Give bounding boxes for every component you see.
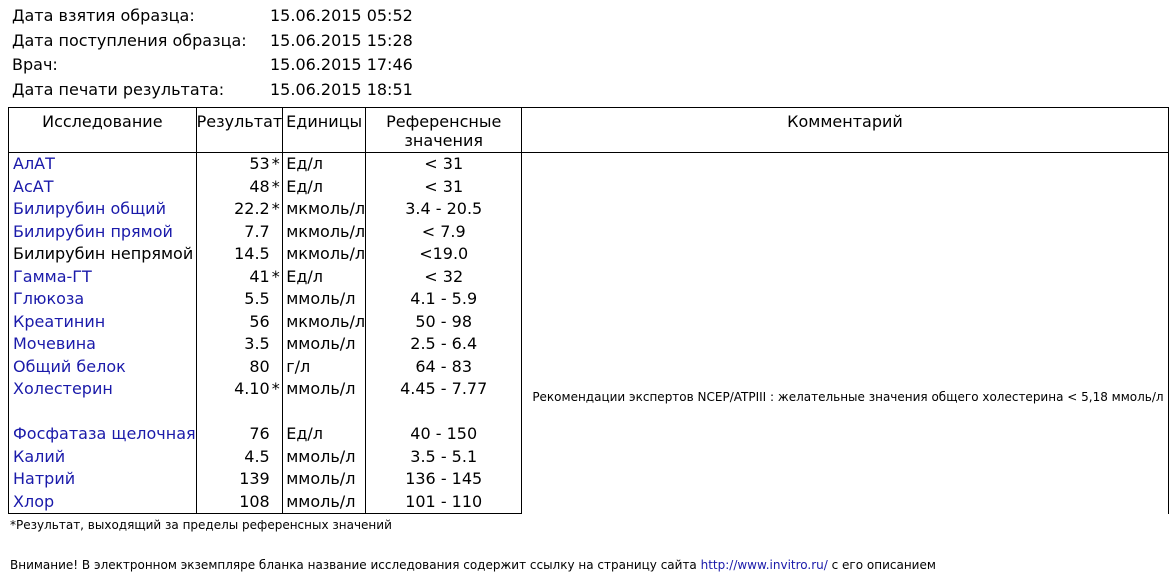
study-name-cell[interactable] xyxy=(9,333,197,356)
out-of-range-flag xyxy=(272,356,283,379)
units-value: Ед/л xyxy=(283,423,366,446)
study-link[interactable]: Креатинин xyxy=(13,311,106,331)
print-date-label: Дата печати результата: xyxy=(12,80,225,99)
warning-text-before: Внимание! В электронном экземпляре бланка название исследования содержит ссылку на страницу сайта xyxy=(10,558,701,572)
table-header xyxy=(9,108,1169,153)
result-value: 139 xyxy=(196,468,272,491)
study-link[interactable]: АлАТ xyxy=(13,154,55,174)
study-name-cell[interactable] xyxy=(9,311,197,334)
out-of-range-flag xyxy=(272,221,283,244)
reference-range: 4.45 - 7.77 xyxy=(366,378,522,423)
study-name-cell[interactable] xyxy=(9,491,197,514)
reference-range: 40 - 150 xyxy=(366,423,522,446)
study-link[interactable]: Гамма-ГТ xyxy=(13,266,92,286)
study-name-cell xyxy=(9,243,197,266)
comment-column xyxy=(522,153,1168,514)
reference-range: 4.1 - 5.9 xyxy=(366,288,522,311)
out-of-range-flag: * xyxy=(272,176,283,199)
units-value: Ед/л xyxy=(283,266,366,289)
out-of-range-flag: * xyxy=(272,198,283,221)
study-link[interactable]: Хлор xyxy=(13,491,55,511)
result-value: 5.5 xyxy=(196,288,272,311)
out-of-range-flag: * xyxy=(272,378,283,423)
study-name-cell[interactable] xyxy=(9,153,197,176)
header-units: Единицы xyxy=(283,108,366,153)
results-table xyxy=(8,107,1169,514)
reference-range: 101 - 110 xyxy=(366,491,522,514)
units-value: ммоль/л xyxy=(283,378,366,423)
units-value: мкмоль/л xyxy=(283,198,366,221)
out-of-range-flag xyxy=(272,491,283,514)
result-value: 48 xyxy=(196,176,272,199)
cholesterol-comment: Рекомендации экспертов NCEP/ATPIII : желательные значения общего холестерина < 5,18 ммоль/л xyxy=(532,390,1164,404)
print-date-value: 15.06.2015 18:51 xyxy=(270,80,413,99)
header-reference: Референсные значения xyxy=(366,108,522,153)
sample-taken-value: 15.06.2015 05:52 xyxy=(270,6,413,25)
sample-received-value: 15.06.2015 15:28 xyxy=(270,31,413,50)
warning-text-after: с его описанием xyxy=(827,558,936,572)
study-name-cell[interactable] xyxy=(9,266,197,289)
out-of-range-flag: * xyxy=(272,153,283,176)
reference-range: < 31 xyxy=(366,153,522,176)
reference-range: < 31 xyxy=(366,176,522,199)
study-name: Билирубин непрямой xyxy=(13,244,194,264)
out-of-range-flag xyxy=(272,288,283,311)
study-link[interactable]: Мочевина xyxy=(13,334,96,354)
doctor-label: Врач: xyxy=(12,55,58,74)
result-value: 14.5 xyxy=(196,243,272,266)
units-value: ммоль/л xyxy=(283,468,366,491)
out-of-range-flag xyxy=(272,446,283,469)
study-name-cell[interactable] xyxy=(9,176,197,199)
out-of-range-flag xyxy=(272,468,283,491)
reference-range: 64 - 83 xyxy=(366,356,522,379)
out-of-range-flag: * xyxy=(272,266,283,289)
doctor-value: 15.06.2015 17:46 xyxy=(270,55,413,74)
out-of-range-flag xyxy=(272,311,283,334)
result-value: 7.7 xyxy=(196,221,272,244)
reference-range: 50 - 98 xyxy=(366,311,522,334)
reference-range: < 7.9 xyxy=(366,221,522,244)
result-value: 108 xyxy=(196,491,272,514)
result-value: 3.5 xyxy=(196,333,272,356)
result-value: 80 xyxy=(196,356,272,379)
invitro-link[interactable]: http://www.invitro.ru/ xyxy=(700,558,828,572)
units-value: Ед/л xyxy=(283,176,366,199)
out-of-range-flag xyxy=(272,243,283,266)
sample-taken-label: Дата взятия образца: xyxy=(12,6,195,25)
result-value: 56 xyxy=(196,311,272,334)
study-name-cell[interactable] xyxy=(9,356,197,379)
out-of-range-flag xyxy=(272,333,283,356)
table-row xyxy=(9,153,1169,176)
study-link[interactable]: Билирубин общий xyxy=(13,199,166,219)
units-value: г/л xyxy=(283,356,366,379)
electronic-copy-warning xyxy=(10,558,936,572)
result-value: 4.10 xyxy=(196,378,272,423)
reference-range: 136 - 145 xyxy=(366,468,522,491)
out-of-range-note: *Результат, выходящий за пределы референсных значений xyxy=(10,518,392,532)
header-comment: Комментарий xyxy=(522,108,1168,153)
study-name-cell[interactable] xyxy=(9,446,197,469)
study-name-cell[interactable] xyxy=(9,378,197,423)
units-value: мкмоль/л xyxy=(283,311,366,334)
study-name-cell[interactable] xyxy=(9,468,197,491)
study-name-cell[interactable] xyxy=(9,288,197,311)
units-value: мкмоль/л xyxy=(283,221,366,244)
units-value: ммоль/л xyxy=(283,288,366,311)
reference-range: 2.5 - 6.4 xyxy=(366,333,522,356)
study-name-cell[interactable] xyxy=(9,221,197,244)
header-result: Результат xyxy=(196,108,283,153)
result-value: 22.2 xyxy=(196,198,272,221)
result-value: 53 xyxy=(196,153,272,176)
study-link[interactable]: Общий белок xyxy=(13,356,126,376)
study-name-cell[interactable] xyxy=(9,423,197,446)
units-value: ммоль/л xyxy=(283,333,366,356)
study-link[interactable]: Фосфатаза щелочная xyxy=(13,424,196,444)
header-study: Исследование xyxy=(9,108,197,153)
comment-spacer xyxy=(532,153,1163,386)
result-value: 4.5 xyxy=(196,446,272,469)
units-value: ммоль/л xyxy=(283,491,366,514)
result-value: 41 xyxy=(196,266,272,289)
reference-range: < 32 xyxy=(366,266,522,289)
reference-range: 3.4 - 20.5 xyxy=(366,198,522,221)
sample-received-label: Дата поступления образца: xyxy=(12,31,247,50)
study-link[interactable]: Билирубин прямой xyxy=(13,221,173,241)
units-value: Ед/л xyxy=(283,153,366,176)
result-value: 76 xyxy=(196,423,272,446)
reference-range: 3.5 - 5.1 xyxy=(366,446,522,469)
study-link[interactable]: Калий xyxy=(13,446,66,466)
study-link[interactable]: АсАТ xyxy=(13,176,54,196)
study-link[interactable]: Холестерин xyxy=(13,379,113,398)
reference-range: <19.0 xyxy=(366,243,522,266)
study-link[interactable]: Глюкоза xyxy=(13,289,85,309)
units-value: мкмоль/л xyxy=(283,243,366,266)
units-value: ммоль/л xyxy=(283,446,366,469)
study-name-cell[interactable] xyxy=(9,198,197,221)
study-link[interactable]: Натрий xyxy=(13,469,76,489)
out-of-range-flag xyxy=(272,423,283,446)
